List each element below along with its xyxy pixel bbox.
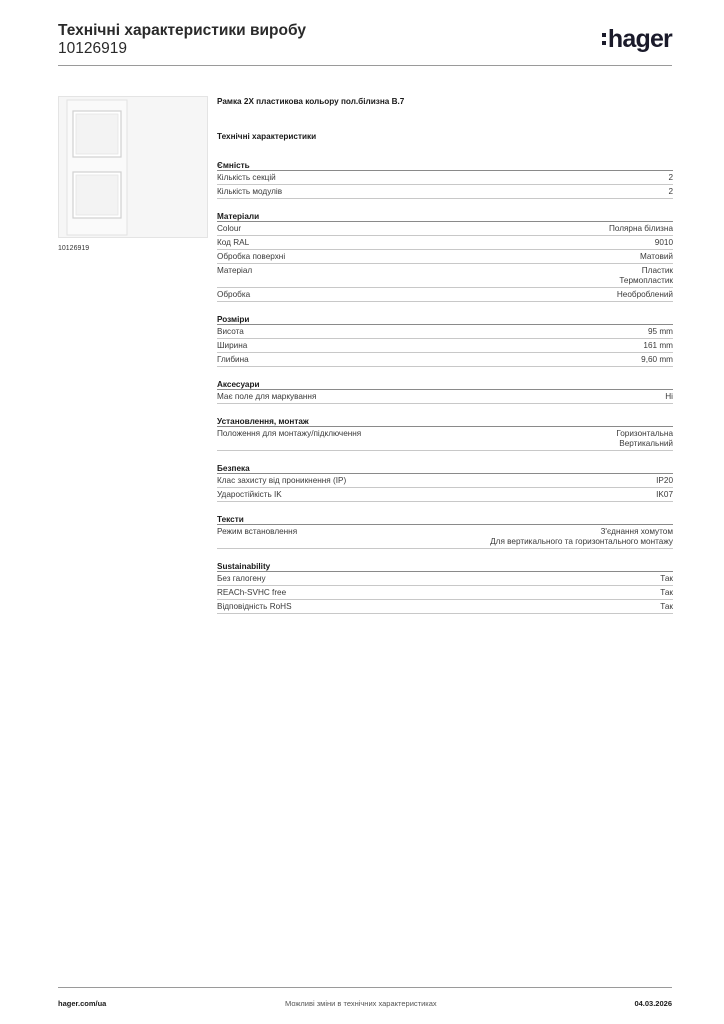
spec-value-line: Ні [665,392,673,401]
spec-row [217,353,673,367]
spec-value-line: Так [660,574,673,583]
spec-sections [217,157,673,614]
spec-heading: Технічні характеристики [217,132,317,141]
product-title: Рамка 2Х пластикова кольору пол.білизна B.7 [217,97,405,106]
spec-label: Має поле для маркування [217,392,317,401]
spec-value [641,355,673,365]
hager-logo [602,25,672,53]
footer-date: 04.03.2026 [634,999,672,1008]
section-title: Ємність [217,157,673,171]
logo-dots-icon [602,31,606,47]
page-footer [58,987,672,1011]
spec-value [668,173,673,183]
product-code: 10126919 [58,40,127,57]
double-frame-icon [59,97,209,239]
spec-row [217,264,673,288]
spec-label: Без галогену [217,574,266,583]
spec-section [217,157,673,199]
spec-value [490,527,673,547]
spec-label: Обробка [217,290,251,299]
page-header [58,22,672,66]
spec-label: Обробка поверхні [217,252,286,261]
spec-value [655,238,673,248]
spec-row [217,171,673,185]
spec-value-line: Для вертикального та горизонтального монтажу [490,537,673,546]
spec-value [660,574,673,584]
spec-value-line: З'єднання хомутом [600,527,673,536]
logo-text: hager [607,25,672,53]
spec-section [217,460,673,502]
document-title: Технічні характеристики виробу [58,22,306,39]
spec-value [656,490,673,500]
spec-row [217,222,673,236]
spec-value [643,341,673,351]
product-image [58,96,208,238]
spec-label: Режим встановлення [217,527,298,536]
spec-value-line: 95 mm [647,327,673,336]
spec-row [217,572,673,586]
spec-value [619,266,673,286]
spec-row [217,288,673,302]
section-title: Аксесуари [217,376,673,390]
spec-row [217,325,673,339]
spec-label: Матеріал [217,266,253,275]
spec-value-line: Полярна білизна [608,224,673,233]
spec-row [217,488,673,502]
spec-value-line: Пластик [641,266,673,275]
spec-section [217,413,673,451]
spec-row [217,339,673,353]
spec-label: Положення для монтажу/підключення [217,429,362,438]
spec-row [217,427,673,451]
spec-label: Ударостійкість IK [217,490,282,499]
spec-section [217,311,673,367]
spec-section [217,376,673,404]
spec-row [217,236,673,250]
spec-value [668,187,673,197]
spec-value [616,429,673,449]
spec-value-line: IP20 [656,476,673,485]
section-title: Безпека [217,460,673,474]
image-caption: 10126919 [58,245,90,252]
spec-label: Colour [217,224,242,233]
spec-section [217,208,673,302]
spec-row [217,474,673,488]
spec-value-line: 2 [668,187,673,196]
spec-value [656,476,673,486]
spec-value-line: IK07 [656,490,673,499]
spec-content [217,96,673,623]
footer-website[interactable]: hager.com/ua [58,999,107,1008]
section-title: Тексти [217,511,673,525]
spec-row [217,185,673,199]
spec-row [217,586,673,600]
spec-value-line: Вертикальний [619,439,673,448]
spec-label: Глибина [217,355,249,364]
section-title: Матеріали [217,208,673,222]
section-title: Установлення, монтаж [217,413,673,427]
footer-note: Можливі зміни в технічних характеристиках [285,999,437,1008]
section-title: Sustainability [217,558,673,572]
spec-value-line: 2 [668,173,673,182]
spec-label: Клас захисту від проникнення (IP) [217,476,347,485]
spec-value-line: 161 mm [643,341,673,350]
spec-value-line: Термопластик [619,276,673,285]
spec-label: REACh-SVHC free [217,588,287,597]
spec-value-line: 9010 [654,238,673,247]
spec-label: Кількість модулів [217,187,283,196]
spec-row [217,525,673,549]
spec-section [217,511,673,549]
spec-value [640,252,673,262]
spec-row [217,600,673,614]
spec-value-line: 9,60 mm [641,355,673,364]
spec-value [609,224,673,234]
spec-value [665,392,673,402]
spec-section [217,558,673,614]
spec-label: Ширина [217,341,248,350]
spec-value [660,588,673,598]
section-title: Розміри [217,311,673,325]
spec-value-line: Так [660,588,673,597]
spec-value-line: Матовий [640,252,673,261]
spec-value-line: Горизонтальна [616,429,673,438]
spec-value [617,290,673,300]
spec-label: Висота [217,327,244,336]
spec-label: Код RAL [217,238,250,247]
spec-value [648,327,673,337]
spec-label: Відповідність RoHS [217,602,292,611]
spec-row [217,250,673,264]
spec-row [217,390,673,404]
spec-label: Кількість секцій [217,173,276,182]
spec-value [660,602,673,612]
spec-value-line: Так [660,602,673,611]
spec-value-line: Необроблений [616,290,673,299]
